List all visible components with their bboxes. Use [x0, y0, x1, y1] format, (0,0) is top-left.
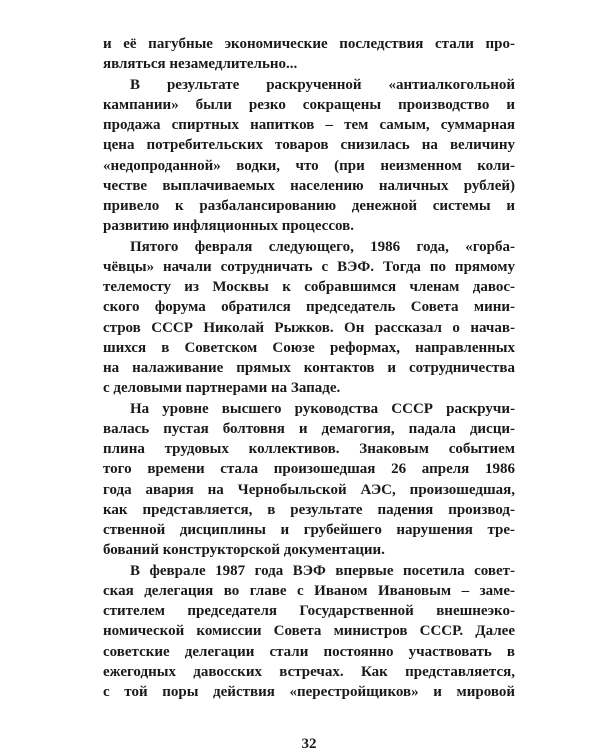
text-line: На уровне высшего руководства СССР раскручи-	[130, 400, 515, 417]
text-line: ская делегация во главе с Иваном Ивановым – заме-	[103, 582, 515, 599]
paragraph	[103, 75, 515, 237]
text-line: честве выплачиваемых населению наличных рублей)	[103, 177, 515, 194]
paragraph	[103, 561, 515, 703]
text-line: с деловыми партнерами на Западе.	[103, 380, 341, 397]
paragraph	[103, 399, 515, 561]
page-body-text	[103, 34, 515, 702]
text-line: и её пагубные экономические последствия стали про-	[103, 36, 515, 52]
paragraph	[103, 34, 515, 75]
text-line: стров СССР Николай Рыжков. Он рассказал о начав-	[103, 319, 515, 336]
text-line: развитию инфляционных процессов.	[103, 218, 354, 235]
text-line: шихся в Советском Союзе реформах, направленных	[103, 339, 515, 356]
text-line: как представляется, в результате падения производ-	[103, 501, 515, 518]
text-line: «недопроданной» водки, что (при неизменном коли-	[103, 157, 515, 174]
text-line: валась пустая болтовня и демагогия, падала дисци-	[103, 420, 515, 437]
text-line: с той поры действия «перестройщиков» и мировой	[103, 684, 515, 700]
text-line: на налаживание прямых контактов и сотрудничества	[103, 360, 515, 376]
text-line: продажа спиртных напитков – тем самым, суммарная	[103, 117, 515, 133]
text-line: цена потребительских товаров снизилась на величину	[103, 137, 515, 154]
text-line: бований конструкторской документации.	[103, 542, 385, 559]
text-line: В феврале 1987 года ВЭФ впервые посетила совет-	[130, 562, 515, 579]
text-line: ского форума обратился председатель Совета мини-	[103, 299, 515, 316]
text-line: того времени стала произошедшая 26 апреля 1986	[103, 461, 515, 478]
text-line: советские делегации стали постоянно участвовать в	[103, 643, 515, 660]
text-line: плина трудовых коллективов. Знаковым событием	[103, 441, 515, 457]
text-line: Пятого февраля следующего, 1986 года, «горба-	[130, 238, 515, 255]
text-line: номической комиссии Совета министров СССР. Далее	[103, 623, 515, 640]
text-line: В результате раскрученной «антиалкогольной	[130, 76, 515, 93]
text-line: ственной дисциплины и грубейшего нарушения тре-	[103, 522, 515, 538]
text-line: являться незамедлительно...	[103, 56, 298, 73]
text-line: стителем председателя Государственной внешнеэко-	[103, 603, 515, 619]
text-line: кампании» были резко сокращены производство и	[103, 96, 515, 113]
text-line: года авария на Чернобыльской АЭС, произошедшая,	[103, 481, 515, 498]
text-line: ежегодных давосских встречах. Как представляется,	[103, 663, 515, 680]
text-line: чёвцы» начали сотрудничать с ВЭФ. Тогда по прямому	[103, 258, 515, 275]
page-number: 32	[301, 736, 317, 753]
text-line: телемосту из Москвы к собравшимся членам давос-	[103, 279, 515, 295]
text-line: привело к разбалансированию денежной системы и	[103, 198, 515, 214]
paragraph	[103, 237, 515, 399]
